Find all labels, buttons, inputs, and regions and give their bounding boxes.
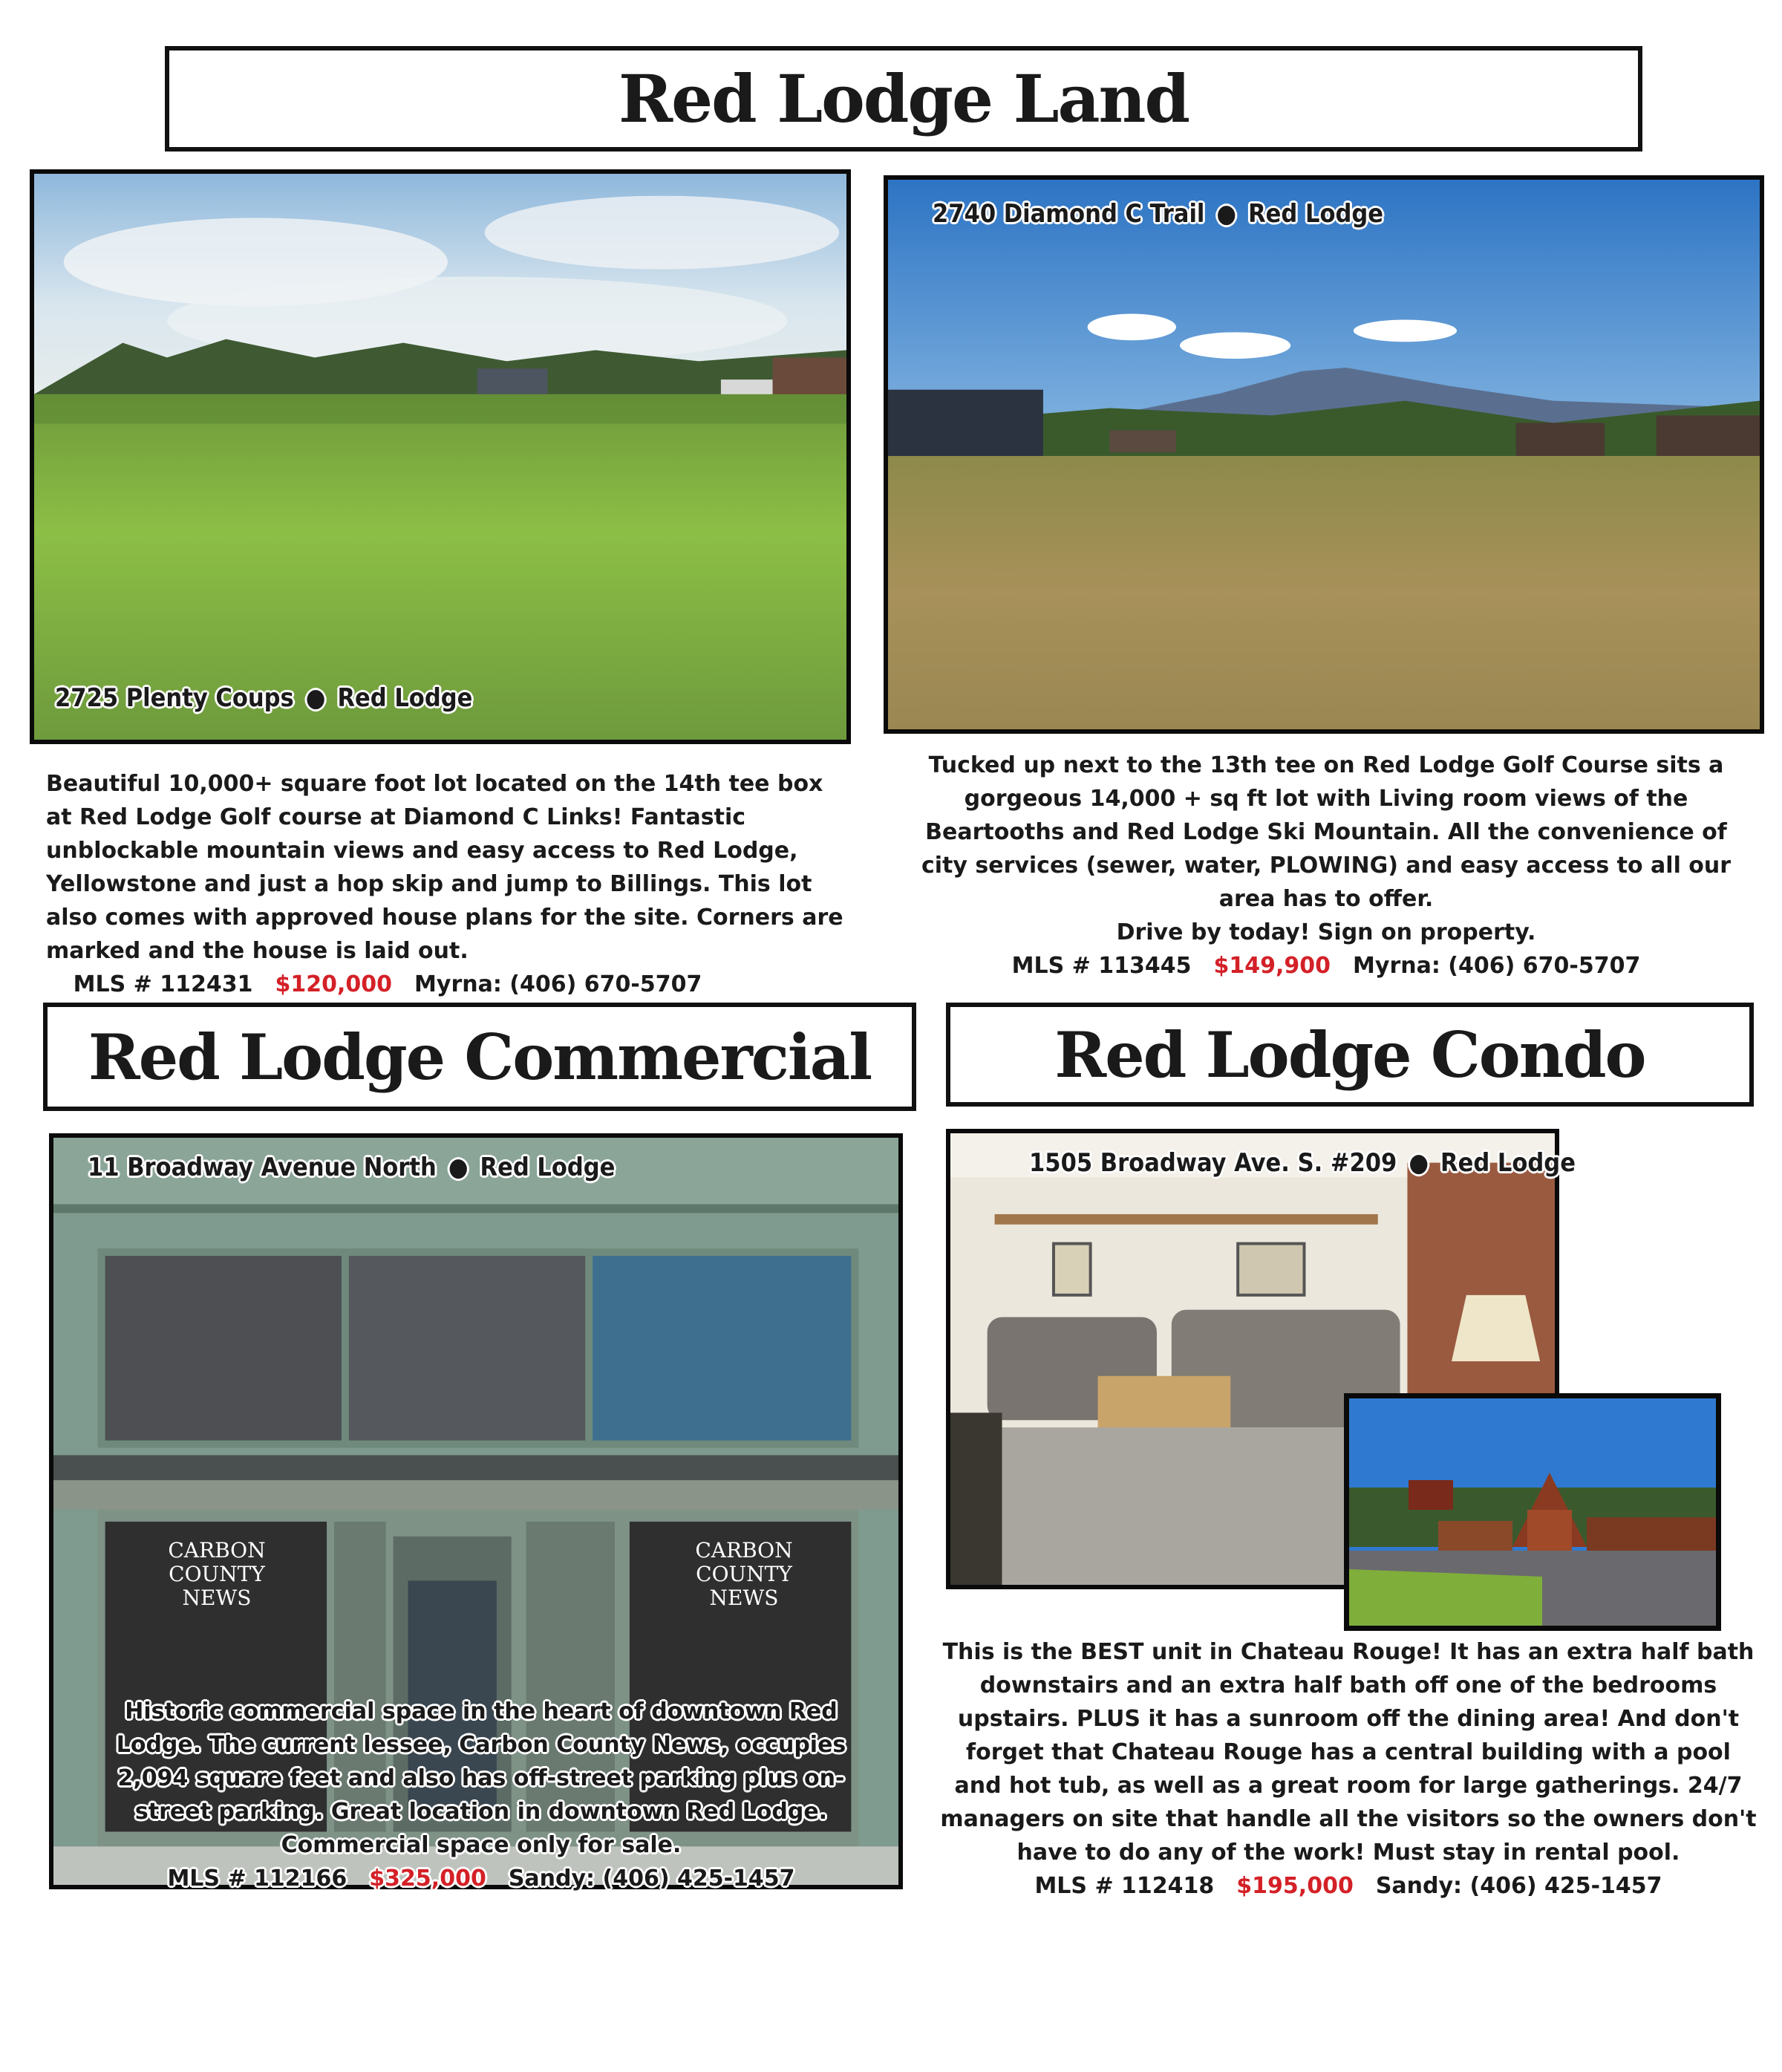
land-1-description-block [46, 767, 848, 1001]
commercial-address: 11 Broadway Avenue North [88, 1153, 437, 1182]
land-heading: Red Lodge Land [619, 60, 1189, 137]
condo-heading: Red Lodge Condo [1054, 1017, 1645, 1092]
condo-photo-caption [1029, 1148, 1576, 1178]
land-2-agent: Myrna: (406) 670-5707 [1353, 953, 1641, 979]
bullet-dot-icon: ● [1216, 199, 1237, 229]
condo-listing-line [940, 1869, 1757, 1903]
condo-address: 1505 Broadway Ave. S. #209 [1029, 1148, 1397, 1178]
land-2-listing-line [903, 949, 1749, 983]
land-2-mls: MLS # 113445 [1011, 953, 1192, 979]
land-2-price: $149,900 [1213, 953, 1331, 979]
chateau-rouge-exterior-image [1349, 1398, 1716, 1626]
land-2-address: 2740 Diamond C Trail [933, 199, 1205, 229]
land-1-description: Beautiful 10,000+ square foot lot located on the 14th tee box at Red Lodge Golf course at Diamond C Links! Fantastic unblockable mountain views and easy access to Red Lodge, Yellowstone and just a hop skip and jump to Billings. This lot also comes with approved house plans for the site. Corners are marked and the house is laid out. [46, 771, 843, 964]
carbon-county-news-sign-left [150, 1539, 284, 1610]
bullet-dot-icon: ● [305, 683, 326, 713]
land-photo-2-caption [933, 199, 1383, 229]
condo-mls: MLS # 112418 [1034, 1873, 1215, 1899]
land-1-city: Red Lodge [337, 683, 473, 713]
condo-exterior-photo [1344, 1393, 1721, 1631]
commercial-heading: Red Lodge Commercial [88, 1020, 872, 1094]
land-photo-1-caption [55, 683, 472, 713]
bullet-dot-icon: ● [448, 1153, 469, 1182]
land-photo-2 [884, 175, 1764, 734]
condo-city: Red Lodge [1440, 1148, 1576, 1178]
land-2-description-2: Drive by today! Sign on property. [1116, 919, 1536, 945]
commercial-photo [49, 1133, 903, 1892]
land-photo-1 [30, 169, 851, 744]
commercial-photo-caption [88, 1153, 615, 1182]
commercial-price: $325,000 [369, 1866, 486, 1892]
land-1-agent: Myrna: (406) 670-5707 [414, 971, 702, 997]
land-2-description-block [903, 749, 1749, 983]
land-2-description: Tucked up next to the 13th tee on Red Lodge Golf Course sits a gorgeous 14,000 + sq ft lot with Living room views of the Beartooths and Red Lodge Ski Mountain. All the convenience of city services (sewer, water, PLOWING) and easy access to all our area has to offer. [921, 752, 1732, 912]
land-1-price: $120,000 [275, 971, 393, 997]
condo-price: $195,000 [1236, 1873, 1354, 1899]
commercial-city: Red Lodge [480, 1153, 616, 1182]
commercial-agent: Sandy: (406) 425-1457 [508, 1866, 795, 1892]
sign-text-left: CARBON COUNTY NEWS [168, 1538, 266, 1610]
land-1-mls: MLS # 112431 [73, 971, 253, 997]
land-1-listing-line [46, 968, 848, 1001]
carbon-county-news-sign-right [677, 1539, 811, 1610]
condo-description: This is the BEST unit in Chateau Rouge! It has an extra half bath downstairs and an extra half bath off one of the bedrooms upstairs. PLUS it has a sunroom off the dining area! And don't forget that Chateau Rouge has a central building with a pool and hot tub, as well as a great room for large gatherings. 24/7 managers on site that handle all the visitors so the owners don't have to do any of the work! Must stay in rental pool. [940, 1639, 1757, 1866]
sign-text-right: CARBON COUNTY NEWS [695, 1538, 793, 1610]
dry-grass-lot-image [888, 180, 1760, 729]
bullet-dot-icon: ● [1409, 1148, 1429, 1178]
condo-agent: Sandy: (406) 425-1457 [1375, 1873, 1662, 1899]
commercial-heading-box [43, 1003, 916, 1111]
commercial-listing-line [95, 1862, 867, 1895]
commercial-description: Historic commercial space in the heart of downtown Red Lodge. The current lessee, Carbon County News, occupies 2,094 square feet and also has off-street parking plus on-street parking. Great location in downtown Red Lodge. Commercial space only for sale. [116, 1698, 846, 1858]
condo-description-block [940, 1635, 1757, 1903]
commercial-mls: MLS # 112166 [167, 1866, 347, 1892]
condo-heading-box [946, 1003, 1754, 1107]
commercial-description-block [95, 1695, 867, 1895]
land-heading-box [165, 46, 1642, 152]
grass-lot-image [34, 174, 846, 740]
land-2-city: Red Lodge [1248, 199, 1384, 229]
land-1-address: 2725 Plenty Coups [55, 683, 294, 713]
